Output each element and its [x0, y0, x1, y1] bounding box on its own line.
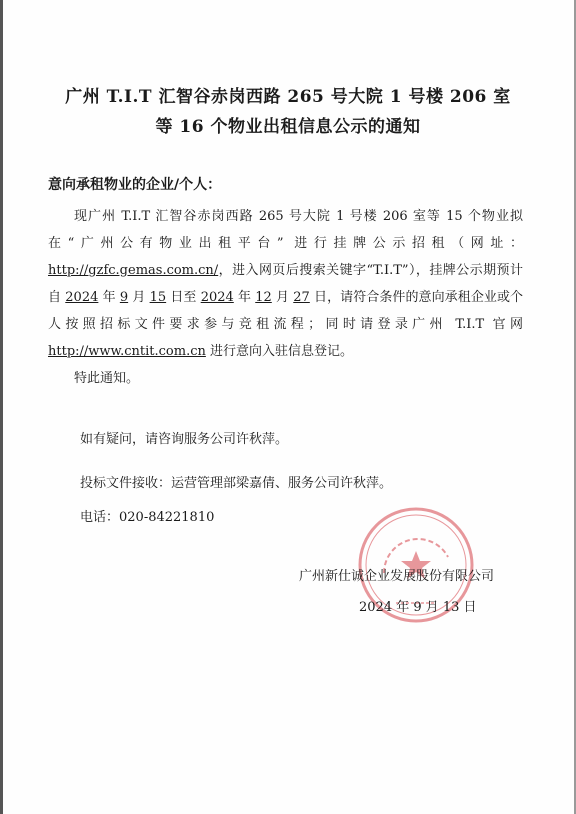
start-day-sep: 日至: [166, 290, 201, 305]
company-signature: 广州新仕诚企业发展股份有限公司: [299, 569, 495, 584]
addressee: 意向承租物业的企业/个人：: [48, 177, 222, 193]
url-gzfc-link[interactable]: http://gzfc.gemas.com.cn/: [48, 263, 219, 278]
start-year: 2024: [65, 290, 99, 305]
end-day: 27: [293, 290, 310, 305]
title-line-2: 等 16 个物业出租信息公示的通知: [155, 117, 421, 137]
closing-paragraph: 特此通知。: [74, 371, 140, 386]
end-month: 12: [255, 290, 272, 305]
end-month-sep: 月: [271, 290, 294, 305]
notice-body: [48, 203, 523, 392]
start-day: 15: [149, 290, 167, 305]
start-year-sep: 年: [98, 290, 120, 305]
title-line-1: 广州 T.I.T 汇智谷赤岗西路 265 号大院 1 号楼 206 室: [65, 87, 511, 107]
phone-line: 电话：020-84221810: [80, 510, 215, 525]
paragraph-text-c: 日，请符合条件的意向承租企业或个人按照招标文件要求参与竞租流程；同时请登录广州 T.I.T 官网: [48, 290, 524, 332]
paragraph-text-a: 现广州 T.I.T 汇智谷赤岗西路 265 号大院 1 号楼 206 室等 15 个物业拟在“广州公有物业出租平台” 进行挂牌公示招租（网址：: [48, 209, 523, 251]
end-year-sep: 年: [233, 290, 256, 305]
end-year: 2024: [200, 290, 234, 305]
inquiry-line: 如有疑问，请咨询服务公司许秋萍。: [80, 432, 289, 447]
paragraph-text-d: 进行意向入驻信息登记。: [205, 344, 354, 359]
url-cntit-link[interactable]: http://www.cntit.com.cn: [48, 344, 206, 359]
notice-title: [40, 82, 536, 142]
bid-receive-line: 投标文件接收：运营管理部梁嘉倩、服务公司许秋萍。: [80, 476, 393, 491]
start-month: 9: [119, 290, 129, 305]
page-left-edge: [0, 0, 3, 814]
main-paragraph: [48, 203, 523, 365]
issue-date: 2024 年 9 月 13 日: [359, 600, 477, 615]
start-month-sep: 月: [128, 290, 150, 305]
paragraph-text-b: ，进入网页后搜索关键字“T.I.T”），挂牌公示期预计自: [48, 263, 523, 305]
